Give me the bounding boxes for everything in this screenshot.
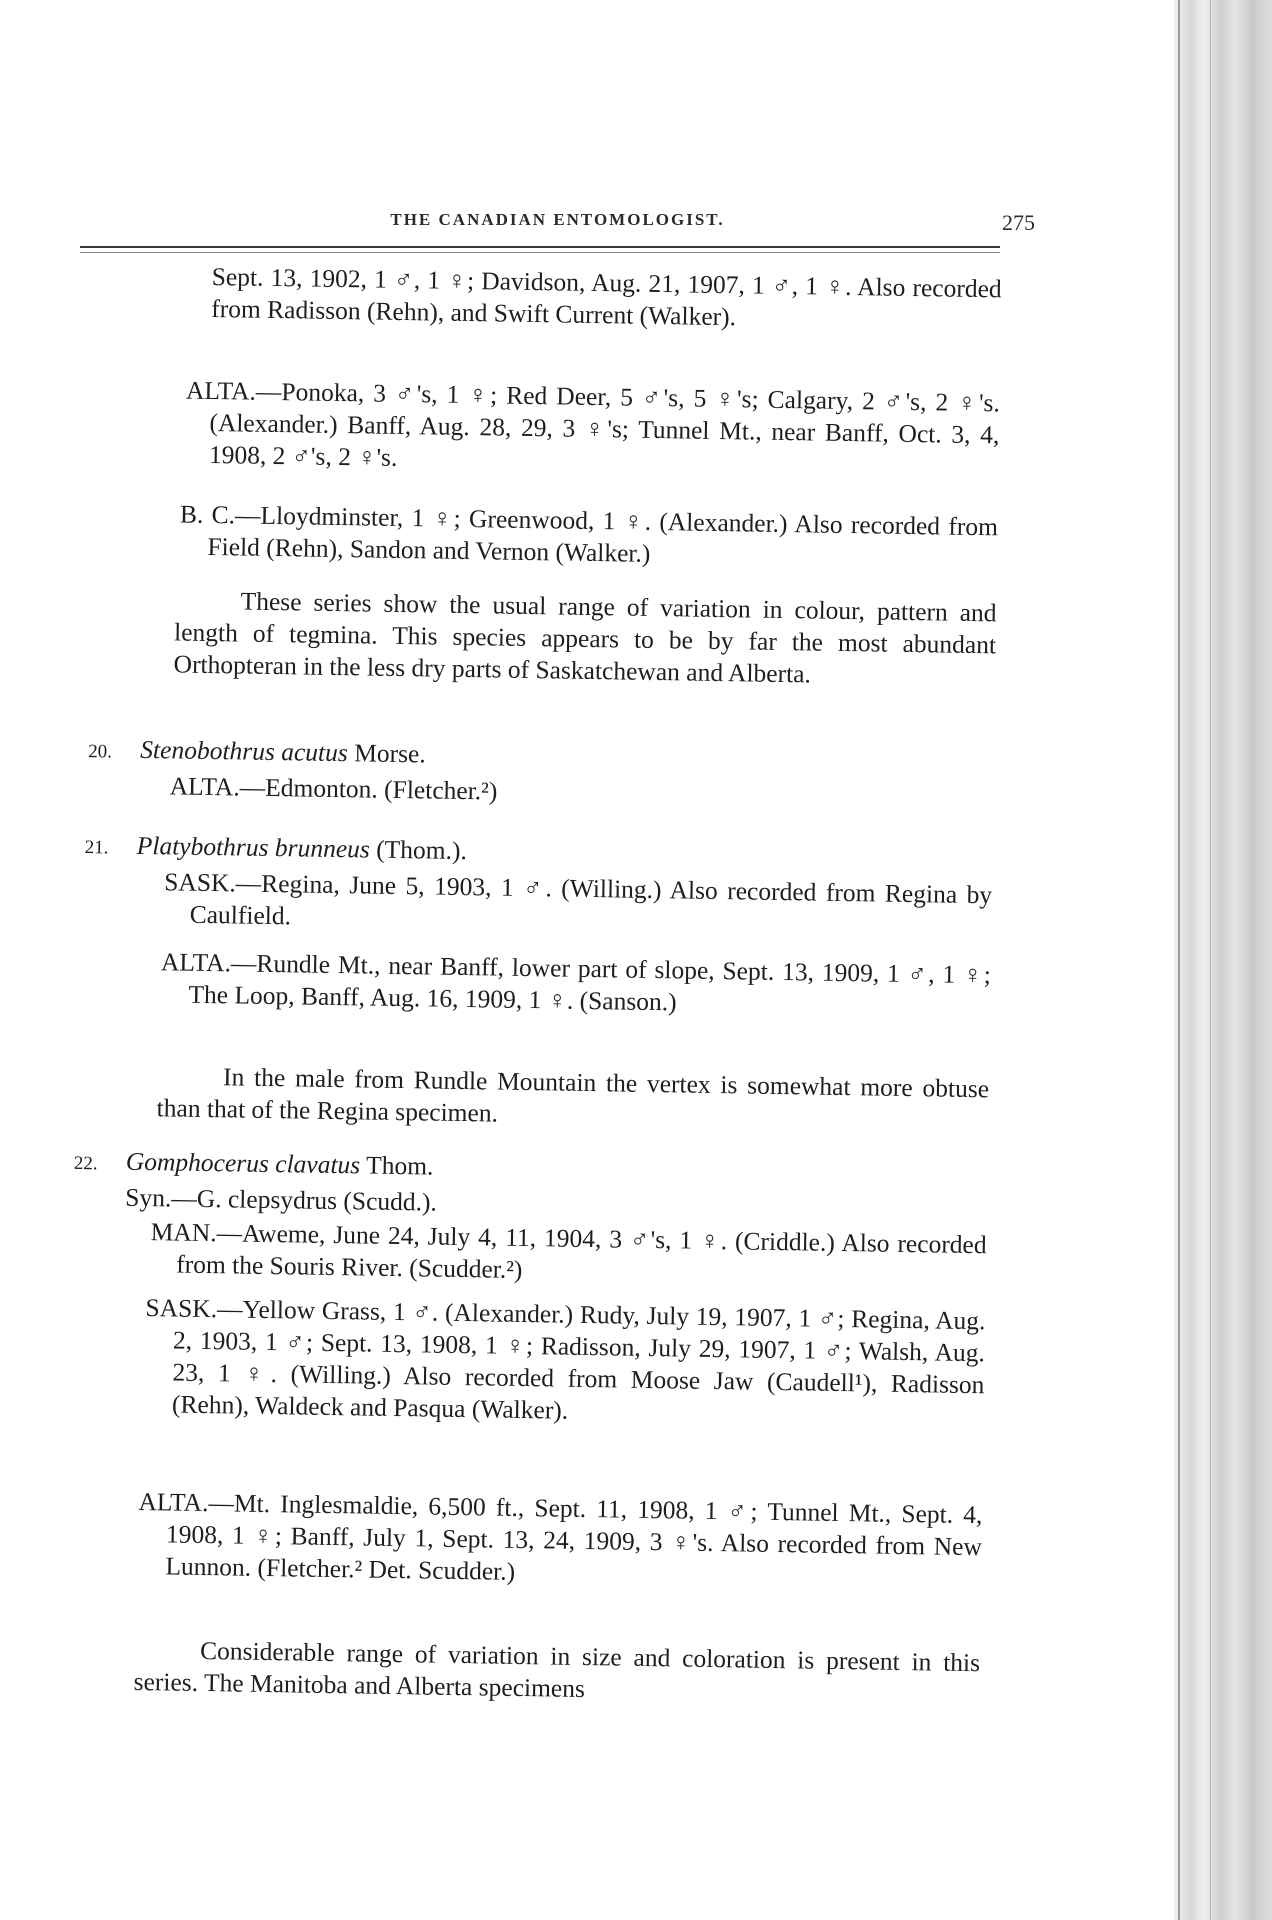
paragraph-notes-2: In the male from Rundle Mountain the vertex is somewhat more obtuse than that of the Regina specimen. xyxy=(156,1062,990,1128)
paragraph-sask-1: SASK.—Regina, June 5, 1903, 1 ♂. (Willing.) Also recorded from Regina by Caulfield. xyxy=(164,867,993,931)
running-head: THE CANADIAN ENTOMOLOGIST. xyxy=(390,210,725,229)
paragraph-alta-1: ALTA.—Ponoka, 3 ♂'s, 1 ♀; Red Deer, 5 ♂'s, 5 ♀'s; Calgary, 2 ♂'s, 2 ♀'s. (Alexander.) Banff, Aug. 28, 29, 3 ♀'s; Tunnel Mt., near Banff, Oct. 3, 4, 1908, 2 ♂'s, 2 ♀'s. xyxy=(185,375,1001,472)
species-heading-22 xyxy=(74,1145,434,1186)
paragraph-sask-2: SASK.—Yellow Grass, 1 ♂. (Alexander.) Rudy, July 19, 1907, 1 ♂; Regina, Aug. 2, 1903, 1 ♂; Sept. 13, 1908, 1 ♀; Radisson, July 29, 1907, 1 ♂; Walsh, Aug. 23, 1 ♀. (Willing.) Also recorded from Moose Jaw (Caudell¹), Radisson (Rehn), Waldeck and Pasqua (Walker). xyxy=(145,1293,986,1425)
paragraph-1: Sept. 13, 1902, 1 ♂, 1 ♀; Davidson, Aug. 21, 1907, 1 ♂, 1 ♀. Also recorded from Radisson (Rehn), and Swift Current (Walker). xyxy=(211,261,1002,332)
paragraph-notes-3: Considerable range of variation in size and coloration is present in this series. The Manitoba and Alberta specimens xyxy=(133,1635,981,1704)
species-name: Platybothrus brunneus xyxy=(136,830,371,864)
species-author: (Thom.). xyxy=(369,834,468,866)
paragraph-alta-4: ALTA.—Mt. Inglesmaldie, 6,500 ft., Sept. 11, 1908, 1 ♂; Tunnel Mt., Sept. 4, 1908, 1 ♀; Banff, July 1, Sept. 13, 24, 1909, 3 ♀'s. Also recorded from New Lunnon. (Fletcher.² Det. Scudder.) xyxy=(138,1486,983,1586)
header-rule-thin xyxy=(80,252,1000,253)
species-name: Stenobothrus acutus xyxy=(140,734,349,768)
paragraph-bc: B. C.—Lloydminster, 1 ♀; Greenwood, 1 ♀. (Alexander.) Also recorded from Field (Rehn), Sandon and Vernon (Walker.) xyxy=(179,499,999,568)
species-number: 22. xyxy=(73,1152,98,1175)
species-author: Morse. xyxy=(347,738,426,769)
page-edge-shadow xyxy=(1174,0,1272,1920)
species-name: Gomphocerus clavatus xyxy=(125,1146,361,1180)
page-number: 275 xyxy=(1002,210,1035,235)
paragraph-notes-1: These series show the usual range of variation in colour, pattern and length of tegmina. This species appears to be by far the most abundant Orthopteran in the less dry parts of Saskatchewan and Alberta. xyxy=(173,586,997,689)
species-author: Thom. xyxy=(360,1150,434,1181)
species-number: 21. xyxy=(84,837,109,859)
species-heading-20 xyxy=(88,733,426,773)
species-number: 20. xyxy=(88,741,113,763)
species-heading-21 xyxy=(85,829,468,870)
page-body xyxy=(0,258,1272,1704)
header-rule xyxy=(80,246,1000,248)
paragraph-synonym: Syn.—G. clepsydrus (Scudd.). xyxy=(125,1182,438,1217)
paragraph-alta-3: ALTA.—Rundle Mt., near Banff, lower part of slope, Sept. 13, 1909, 1 ♂, 1 ♀; The Loop, Banff, Aug. 16, 1909, 1 ♀. (Sanson.) xyxy=(160,947,992,1017)
page-header xyxy=(80,206,1035,246)
paragraph-alta-2: ALTA.—Edmonton. (Fletcher.²) xyxy=(169,771,498,806)
paragraph-man: MAN.—Aweme, June 24, July 4, 11, 1904, 3 ♂'s, 1 ♀. (Criddle.) Also recorded from the Souris River. (Scudder.²) xyxy=(150,1217,987,1284)
